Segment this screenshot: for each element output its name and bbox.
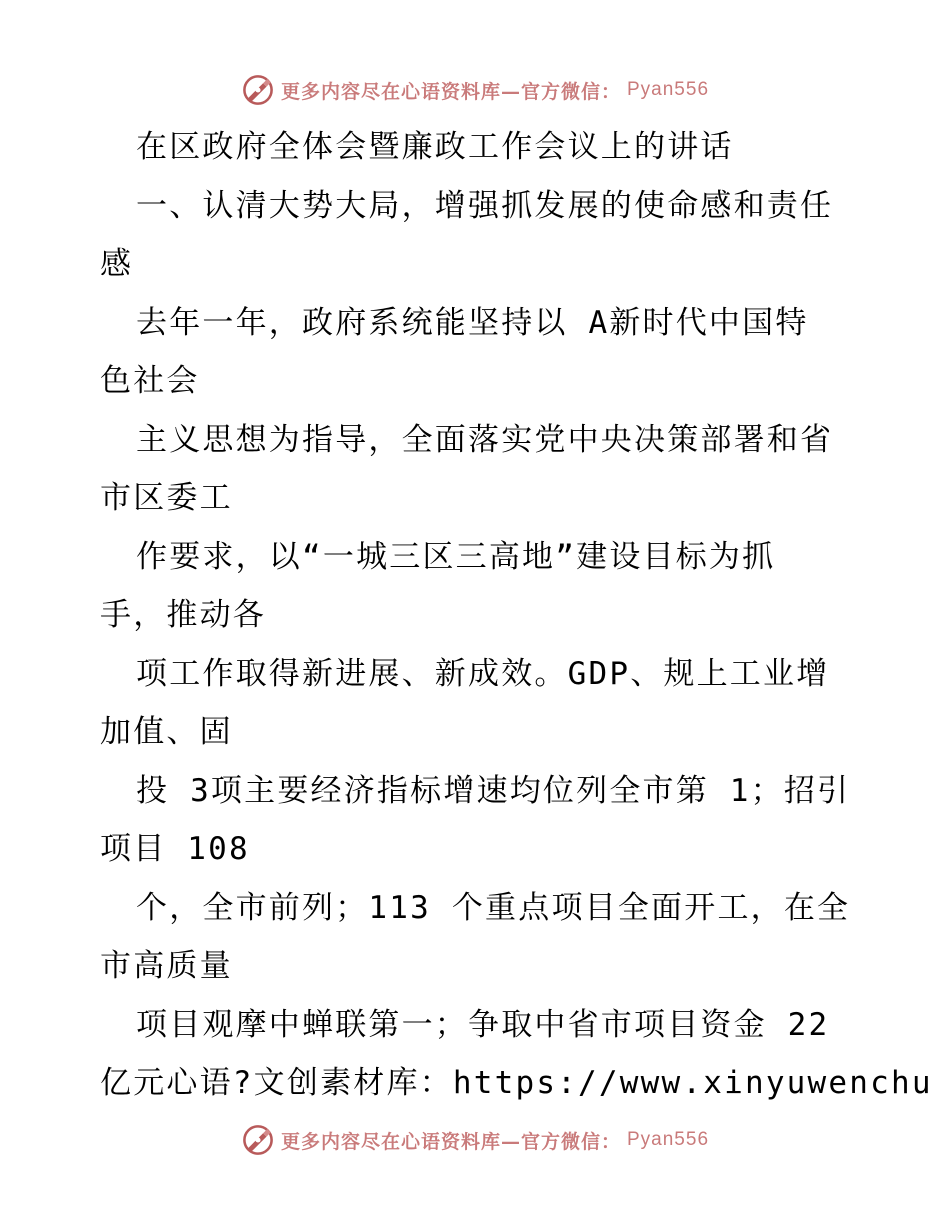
document-line: 一、认清大势大局，增强抓发展的使命感和责任 bbox=[136, 187, 834, 224]
document-line: 加值、固 bbox=[100, 714, 233, 750]
pen-logo-icon bbox=[241, 1123, 275, 1157]
document-line: 项目观摩中蝉联第一；争取中省市项目资金 22 bbox=[136, 1006, 830, 1043]
document-line: 投 3项主要经济指标增速均位列全市第 1；招引 bbox=[136, 772, 851, 809]
document-line: 去年一年，政府系统能坚持以 A新时代中国特 bbox=[136, 304, 809, 341]
pen-logo-icon bbox=[241, 73, 275, 107]
document-line: 作要求，以“一城三区三高地”建设目标为抓 bbox=[136, 538, 776, 575]
document-line: 手，推动各 bbox=[100, 597, 266, 633]
document-line: 主义思想为指导，全面落实党中央决策部署和省 bbox=[136, 421, 834, 458]
watermark-wechat-id: Pyan556 bbox=[627, 79, 710, 100]
document-line: 个，全市前列；113 个重点项目全面开工，在全 bbox=[136, 889, 851, 926]
document-line: 市高质量 bbox=[100, 948, 233, 984]
watermark-wechat-id: Pyan556 bbox=[627, 1129, 710, 1150]
document-line: 项目 108 bbox=[100, 831, 250, 867]
document-line: 感 bbox=[100, 246, 134, 282]
document-line: 亿元心语?文创素材库：https://www.xinyuwenchu bbox=[100, 1065, 933, 1101]
footer-watermark bbox=[0, 1120, 950, 1160]
document-line: 色社会 bbox=[100, 363, 200, 399]
document-line: 项工作取得新进展、新成效。GDP、规上工业增 bbox=[136, 655, 830, 692]
header-watermark bbox=[0, 70, 950, 110]
document-line: 市区委工 bbox=[100, 480, 233, 516]
document-body bbox=[100, 118, 933, 1113]
watermark-text: 更多内容尽在心语资料库—官方微信： bbox=[280, 80, 621, 103]
document-line: 在区政府全体会暨廉政工作会议上的讲话 bbox=[136, 129, 734, 165]
watermark-text: 更多内容尽在心语资料库—官方微信： bbox=[280, 1130, 621, 1153]
